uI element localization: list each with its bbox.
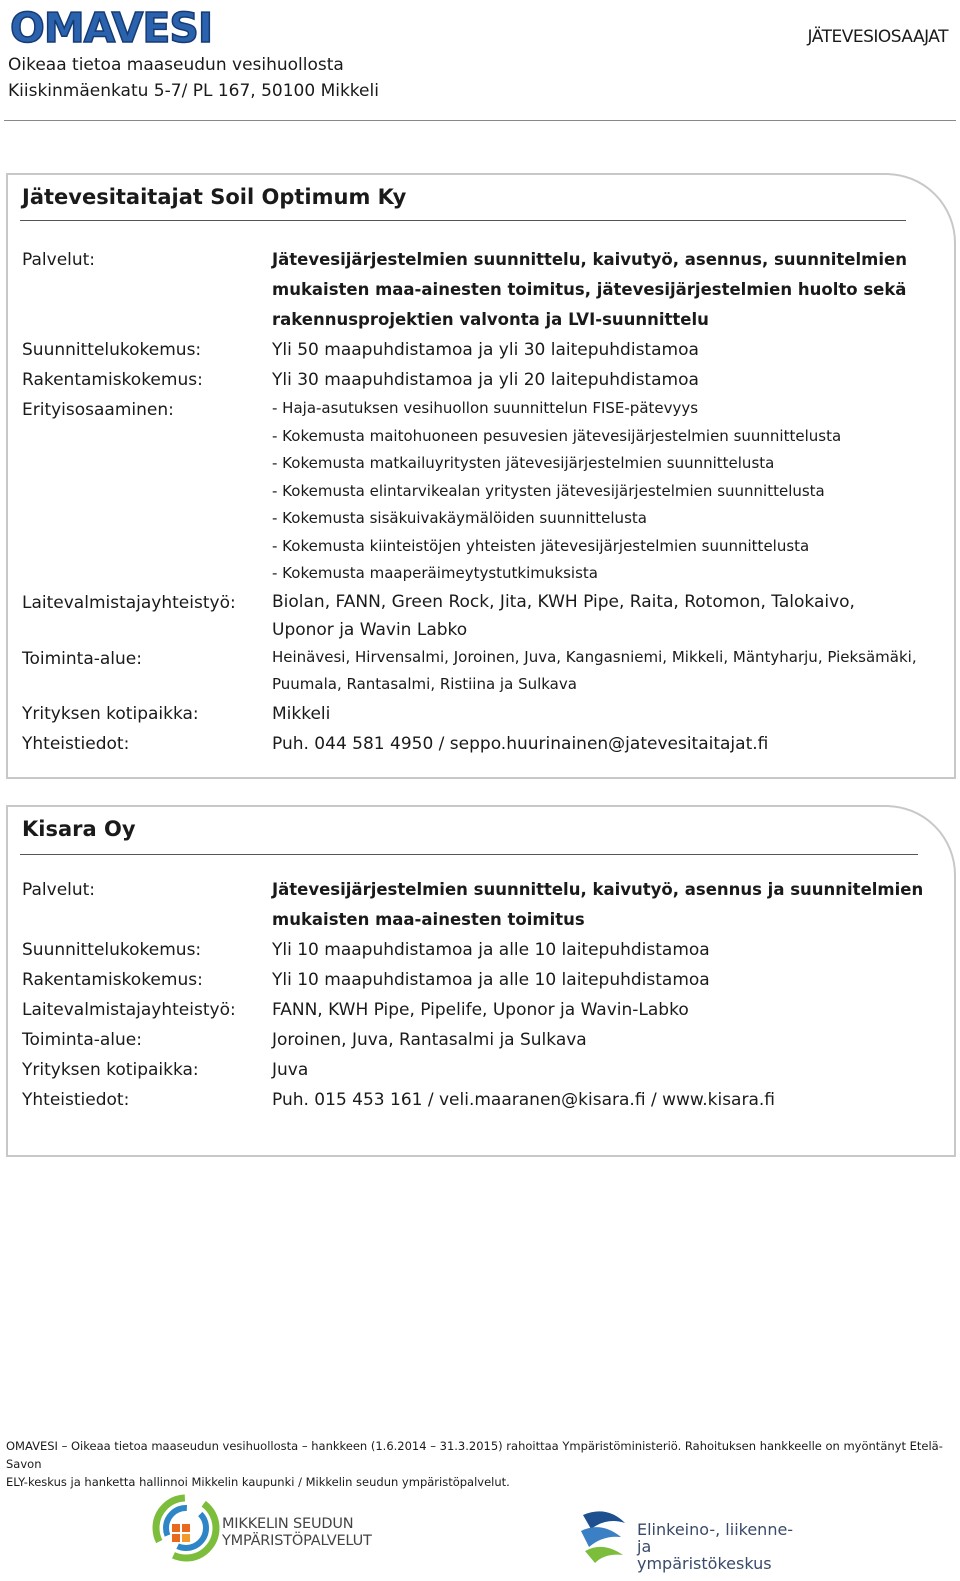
design-value: Yli 10 maapuhdistamoa ja alle 10 laitepuhdistamoa xyxy=(272,940,710,960)
services-line: Jätevesijärjestelmien suunnittelu, kaivutyö, asennus, suunnitelmien xyxy=(272,250,907,269)
omavesi-logo xyxy=(8,4,213,50)
construction-value: Yli 30 maapuhdistamoa ja yli 20 laitepuhdistamoa xyxy=(272,370,699,390)
partners-line: Uponor ja Wavin Labko xyxy=(272,619,468,640)
special-value xyxy=(272,395,944,588)
area-line: Heinävesi, Hirvensalmi, Joroinen, Juva, Kangasniemi, Mikkeli, Mäntyharju, Pieksämäki, xyxy=(272,647,917,666)
special-line: - Kokemusta maaperäimeytystutkimuksista xyxy=(272,564,598,582)
partners-value: FANN, KWH Pipe, Pipelife, Uponor ja Wavin-Labko xyxy=(272,1000,689,1020)
design-row xyxy=(22,335,944,365)
tagline-line1: Oikeaa tietoa maaseudun vesihuollosta xyxy=(8,55,344,75)
home-label: Yrityksen kotipaikka: xyxy=(22,1060,199,1080)
company-card-soil-optimum xyxy=(6,173,956,779)
contact-row xyxy=(22,1085,944,1115)
partners-label: Laitevalmistajayhteistyö: xyxy=(22,1000,236,1020)
special-row xyxy=(22,395,944,588)
services-row xyxy=(22,245,944,335)
contact-label: Yhteistiedot: xyxy=(22,1090,130,1110)
mikkeli-logo-icon xyxy=(150,1492,220,1564)
partners-label: Laitevalmistajayhteistyö: xyxy=(22,592,236,613)
area-row xyxy=(22,1025,944,1055)
partners-line: Biolan, FANN, Green Rock, Jita, KWH Pipe, Raita, Rotomon, Talokaivo, xyxy=(272,591,855,612)
services-label: Palvelut: xyxy=(22,250,96,270)
header-divider xyxy=(4,120,956,121)
services-line: rakennusprojektien valvonta ja LVI-suunnittelu xyxy=(272,310,709,329)
services-label: Palvelut: xyxy=(22,880,96,900)
design-value: Yli 50 maapuhdistamoa ja yli 30 laitepuhdistamoa xyxy=(272,340,699,360)
services-value xyxy=(272,875,944,935)
omavesi-logo-icon xyxy=(8,4,213,50)
home-row xyxy=(22,1055,944,1085)
area-value: Joroinen, Juva, Rantasalmi ja Sulkava xyxy=(272,1030,587,1050)
construction-row xyxy=(22,365,944,395)
mikkeli-environment-logo xyxy=(150,1492,380,1564)
company-card-kisara xyxy=(6,805,956,1157)
special-line: - Kokemusta kiinteistöjen yhteisten jätevesijärjestelmien suunnittelusta xyxy=(272,536,810,555)
contact-value[interactable]: Puh. 015 453 161 / veli.maaranen@kisara.fi / www.kisara.fi xyxy=(272,1090,775,1110)
partners-row xyxy=(22,995,944,1025)
area-label: Toiminta-alue: xyxy=(22,648,142,669)
company-name: Jätevesitaitajat Soil Optimum Ky xyxy=(22,185,407,209)
construction-row xyxy=(22,965,944,995)
home-value: Mikkeli xyxy=(272,703,331,724)
special-line: - Kokemusta elintarvikealan yritysten jätevesijärjestelmien suunnittelusta xyxy=(272,481,825,500)
footer-funding-note xyxy=(6,1437,956,1491)
design-row xyxy=(22,935,944,965)
mikkeli-logo-line1: MIKKELIN SEUDUN xyxy=(222,1516,354,1532)
services-line: mukaisten maa-ainesten toimitus xyxy=(272,910,585,929)
area-line: Puumala, Rantasalmi, Ristiina ja Sulkava xyxy=(272,675,577,693)
special-line: - Kokemusta maitohuoneen pesuvesien jätevesijärjestelmien suunnittelusta xyxy=(272,426,842,445)
design-label: Suunnittelukokemus: xyxy=(22,340,202,360)
construction-label: Rakentamiskokemus: xyxy=(22,370,203,390)
area-row xyxy=(22,644,944,699)
ely-centre-logo xyxy=(577,1507,807,1573)
contact-row xyxy=(22,729,944,759)
special-line: - Kokemusta matkailuyritysten jätevesijärjestelmien suunnittelusta xyxy=(272,454,775,472)
construction-label: Rakentamiskokemus: xyxy=(22,970,203,990)
contact-value[interactable]: Puh. 044 581 4950 / seppo.huurinainen@jatevesitaitajat.fi xyxy=(272,733,769,754)
services-row xyxy=(22,875,944,935)
special-label: Erityisosaaminen: xyxy=(22,400,174,420)
home-value: Juva xyxy=(272,1060,309,1080)
company-details xyxy=(22,875,944,1115)
special-line: - Kokemusta sisäkuivakäymälöiden suunnittelusta xyxy=(272,509,647,527)
company-details xyxy=(22,245,944,759)
mikkeli-logo-line2: YMPÄRISTÖPALVELUT xyxy=(222,1533,372,1549)
design-label: Suunnittelukokemus: xyxy=(22,940,202,960)
partners-row xyxy=(22,588,944,644)
construction-value: Yli 10 maapuhdistamoa ja alle 10 laitepuhdistamoa xyxy=(272,970,710,990)
partners-value xyxy=(272,588,944,644)
title-divider xyxy=(20,854,918,855)
home-label: Yrityksen kotipaikka: xyxy=(22,703,199,724)
company-name: Kisara Oy xyxy=(22,817,136,841)
special-line: - Haja-asutuksen vesihuollon suunnittelun FISE-pätevyys xyxy=(272,399,699,417)
footer-line1: OMAVESI – Oikeaa tietoa maaseudun vesihuollosta – hankkeen (1.6.2014 – 31.3.2015) rahoittaa Ympäristöministeriö. Rahoituksen hankkeelle on myöntänyt Etelä-Savon xyxy=(6,1439,943,1471)
area-value xyxy=(272,644,944,699)
services-line: mukaisten maa-ainesten toimitus, jätevesijärjestelmien huolto sekä xyxy=(272,280,907,299)
mikkeli-logo-text xyxy=(222,1516,372,1550)
services-value xyxy=(272,245,944,335)
ely-logo-line1: Elinkeino-, liikenne- ja xyxy=(637,1520,794,1556)
footer-line2: ELY-keskus ja hanketta hallinnoi Mikkelin kaupunki / Mikkelin seudun ympäristöpalvelut. xyxy=(6,1475,510,1489)
services-line: Jätevesijärjestelmien suunnittelu, kaivutyö, asennus ja suunnitelmien xyxy=(272,880,924,899)
ely-logo-text xyxy=(637,1521,807,1572)
area-label: Toiminta-alue: xyxy=(22,1030,142,1050)
document-type: JÄTEVESIOSAAJAT xyxy=(807,27,948,47)
tagline-line2: Kiiskinmäenkatu 5-7/ PL 167, 50100 Mikkeli xyxy=(8,81,379,101)
omavesi-logo-letters: OMAVESI xyxy=(10,4,213,50)
title-divider xyxy=(20,220,906,221)
ely-logo-icon xyxy=(577,1507,631,1565)
tagline xyxy=(8,52,379,104)
home-row xyxy=(22,699,944,729)
contact-label: Yhteistiedot: xyxy=(22,733,130,754)
ely-logo-line2: ympäristökeskus xyxy=(637,1554,772,1573)
